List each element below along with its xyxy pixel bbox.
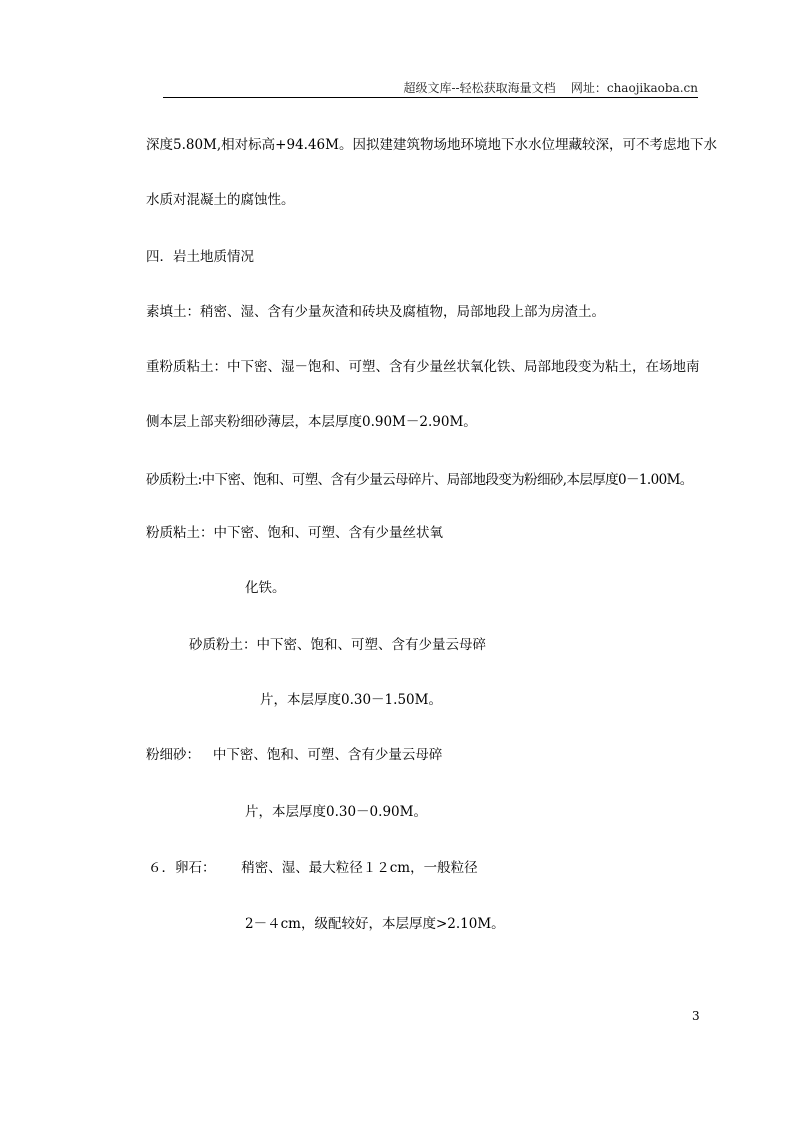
paragraph-line: 粉细砂： 中下密、饱和、可塑、含有少量云母碎 — [146, 747, 443, 763]
paragraph-line: 砂质粉土:中下密、饱和、可塑、含有少量云母碎片、局部地段变为粉细砂,本层厚度0－1.00M。 — [146, 472, 693, 488]
header-url: 网址：chaojikaoba.cn — [570, 81, 698, 95]
section-heading: 四．岩土地质情况 — [146, 249, 254, 265]
paragraph-line: 砂质粉土：中下密、饱和、可塑、含有少量云母碎 — [189, 637, 486, 653]
header-site: 超级文库--轻松获取海量文档 — [403, 81, 556, 95]
paragraph-line: 侧本层上部夹粉细砂薄层，本层厚度0.90M－2.90M。 — [146, 414, 477, 430]
paragraph-line: 素填土：稍密、湿、含有少量灰渣和砖块及腐植物，局部地段上部为房渣土。 — [146, 304, 605, 320]
paragraph-line: 片，本层厚度0.30－0.90M。 — [245, 804, 427, 820]
paragraph-line: 粉质粘土：中下密、饱和、可塑、含有少量丝状氧 — [146, 525, 443, 541]
page-number: 3 — [692, 1009, 700, 1023]
paragraph-line: 深度5.80M,相对标高+94.46M。因拟建建筑物场地环境地下水水位埋藏较深，可不考虑地下水 — [146, 137, 717, 153]
paragraph-line: ６．卵石： 稍密、湿、最大粒径１２cm，一般粒径 — [148, 860, 478, 876]
paragraph-line: 2－４cm，级配较好，本层厚度>2.10M。 — [245, 916, 505, 932]
paragraph-line: 化铁。 — [245, 580, 286, 596]
page-header — [403, 79, 698, 96]
paragraph-line: 片，本层厚度0.30－1.50M。 — [260, 692, 442, 708]
header-rule — [163, 97, 698, 98]
paragraph-line: 重粉质粘土：中下密、湿－饱和、可塑、含有少量丝状氧化铁、局部地段变为粘土，在场地南 — [146, 359, 700, 375]
paragraph-line: 水质对混凝土的腐蚀性。 — [146, 192, 295, 208]
